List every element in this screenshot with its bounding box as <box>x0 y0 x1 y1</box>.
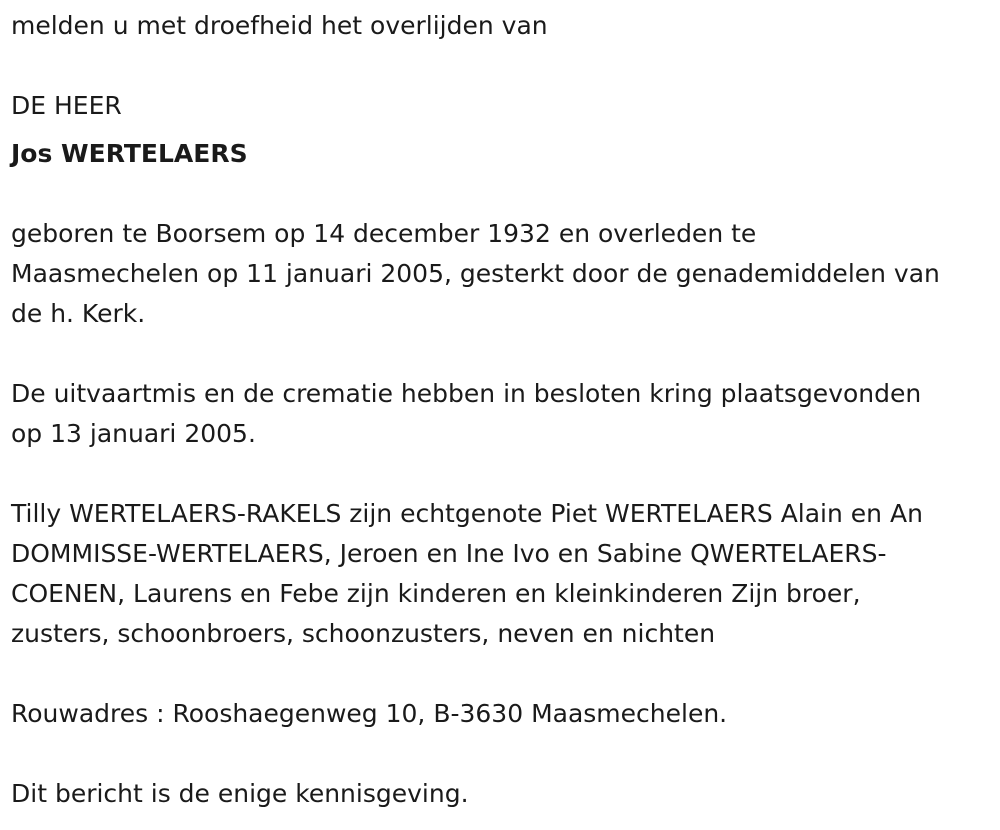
family-paragraph <box>11 494 996 654</box>
paragraph-line: COENEN, Laurens en Febe zijn kinderen en kleinkinderen Zijn broer, <box>11 579 861 608</box>
paragraph-line: DOMMISSE-WERTELAERS, Jeroen en Ine Ivo en Sabine QWERTELAERS- <box>11 539 887 568</box>
honorific-title: DE HEER <box>11 91 122 120</box>
mourning-address: Rouwadres : Rooshaegenweg 10, B-3630 Maasmechelen. <box>11 699 728 728</box>
paragraph-line: Maasmechelen op 11 januari 2005, gesterkt door de genademiddelen van <box>11 259 940 288</box>
deceased-name: Jos WERTELAERS <box>11 139 248 168</box>
paragraph-line: De uitvaartmis en de crematie hebben in besloten kring plaatsgevonden <box>11 379 922 408</box>
spacer <box>11 734 996 774</box>
spacer <box>11 46 996 86</box>
paragraph-line: zusters, schoonbroers, schoonzusters, neven en nichten <box>11 619 716 648</box>
spacer <box>11 174 996 214</box>
spacer <box>11 454 996 494</box>
spacer <box>11 334 996 374</box>
paragraph-line: op 13 januari 2005. <box>11 419 256 448</box>
paragraph-line: Tilly WERTELAERS-RAKELS zijn echtgenote Piet WERTELAERS Alain en An <box>11 499 923 528</box>
intro-text: melden u met droefheid het overlijden van <box>11 11 548 40</box>
death-announcement <box>11 0 996 814</box>
paragraph-line: de h. Kerk. <box>11 299 146 328</box>
paragraph-line: geboren te Boorsem op 14 december 1932 en overleden te <box>11 219 757 248</box>
birth-death-paragraph <box>11 214 996 334</box>
spacer <box>11 654 996 694</box>
notice-text: Dit bericht is de enige kennisgeving. <box>11 779 469 808</box>
funeral-paragraph <box>11 374 996 454</box>
